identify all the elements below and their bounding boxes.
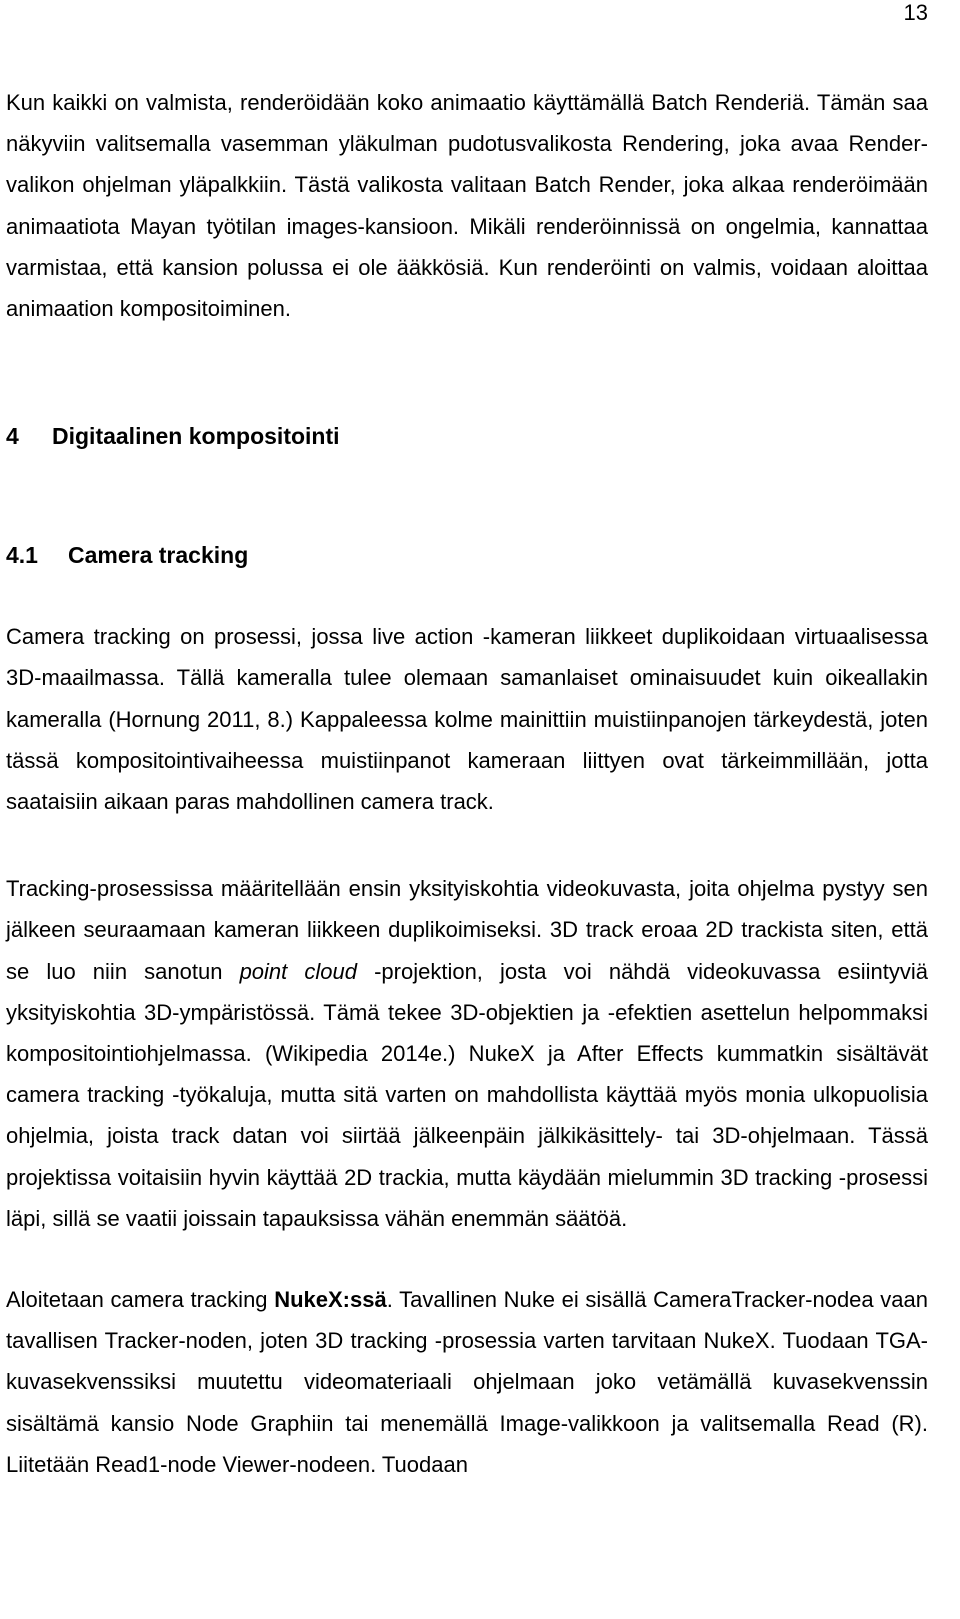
paragraph-intro: Kun kaikki on valmista, renderöidään koko animaatio käyttämällä Batch Renderiä. Tämän saa näkyviin valitsemalla vasemman yläkulman pudotusvalikosta Rendering, joka avaa Render-valikon ohjelman yläpalkkiin. Tästä valikosta valitaan Batch Render, joka alkaa renderöimään animaatiota Mayan työtilan images-kansioon. Mikäli renderöinnissä on ongelmia, kannattaa varmistaa, että kansion polussa ei ole ääkkösiä. Kun renderöinti on valmis, voidaan aloittaa animaation kompositoiminen.	[6, 90, 928, 322]
section-title: Camera tracking	[68, 542, 249, 569]
nukex-text-start: Aloitetaan camera tracking	[6, 1287, 275, 1313]
paragraph-tracking-process	[6, 868, 928, 1239]
page-number: 13	[903, 0, 928, 25]
chapter-number: 4	[6, 423, 19, 450]
point-cloud-term: point cloud	[239, 958, 357, 984]
paragraph-camera-tracking: Camera tracking on prosessi, jossa live action -kameran liikkeet duplikoidaan virtuaalisessa 3D-maailmassa. Tällä kameralla tulee olemaan samanlaiset ominaisuudet kuin oikeallakin kameralla (Hornung 2011, 8.) Kappaleessa kolme mainittiin muistiinpanojen tärkeydestä, joten tässä kompositointivaiheessa muistiinpanot kameraan liittyen ovat tärkeimmillään, jotta saataisiin aikaan paras mahdollinen camera track.	[6, 624, 928, 815]
tracking-process-text-start: Tracking-prosessissa määritellään ensin yksityiskohtia videokuvasta, joita ohjelma pystyy sen jälkeen seuraamaan kameran liikkeen duplikoimiseksi. 3D track eroaa 2D trackista siten, että se luo niin sanotun	[6, 876, 928, 984]
chapter-heading	[6, 416, 928, 457]
section-heading	[6, 535, 928, 576]
nukex-term: NukeX:ssä	[274, 1287, 387, 1313]
document-body	[6, 82, 928, 1485]
tracking-process-text-end: -projektion, josta voi nähdä videokuvassa esiintyviä yksityiskohtia 3D-ympäristössä. Tämä tekee 3D-objektien ja -efektien asettelun helpommaksi kompositointiohjelmassa. (Wikipedia 2014e.) NukeX ja After Effects kummatkin sisältävät camera tracking -työkaluja, mutta sitä varten on mahdollista käyttää myös monia ulkopuolisia ohjelmia, joista track datan voi siirtää jälkeenpäin jälkikäsittely- tai 3D-ohjelmaan. Tässä projektissa voitaisiin hyvin käyttää 2D trackia, mutta käydään mielummin 3D tracking -prosessi läpi, sillä se vaatii joissain tapauksissa vähän enemmän säätöä.	[6, 958, 929, 1231]
section-number: 4.1	[6, 542, 38, 569]
paragraph-nukex	[6, 1279, 928, 1485]
nukex-text-end: . Tavallinen Nuke ei sisällä CameraTracker-nodea vaan tavallisen Tracker-noden, joten 3D tracking -prosessia varten tarvitaan NukeX. Tuodaan TGA-kuvasekvenssiksi muutettu videomateriaali ohjelmaan joko vetämällä kuvasekvenssin sisältämä kansio Node Graphiin tai menemällä Image-valikkoon ja valitsemalla Read (R). Liitetään Read1-node Viewer-nodeen. Tuodaan	[6, 1287, 929, 1477]
chapter-title: Digitaalinen kompositointi	[52, 423, 340, 450]
